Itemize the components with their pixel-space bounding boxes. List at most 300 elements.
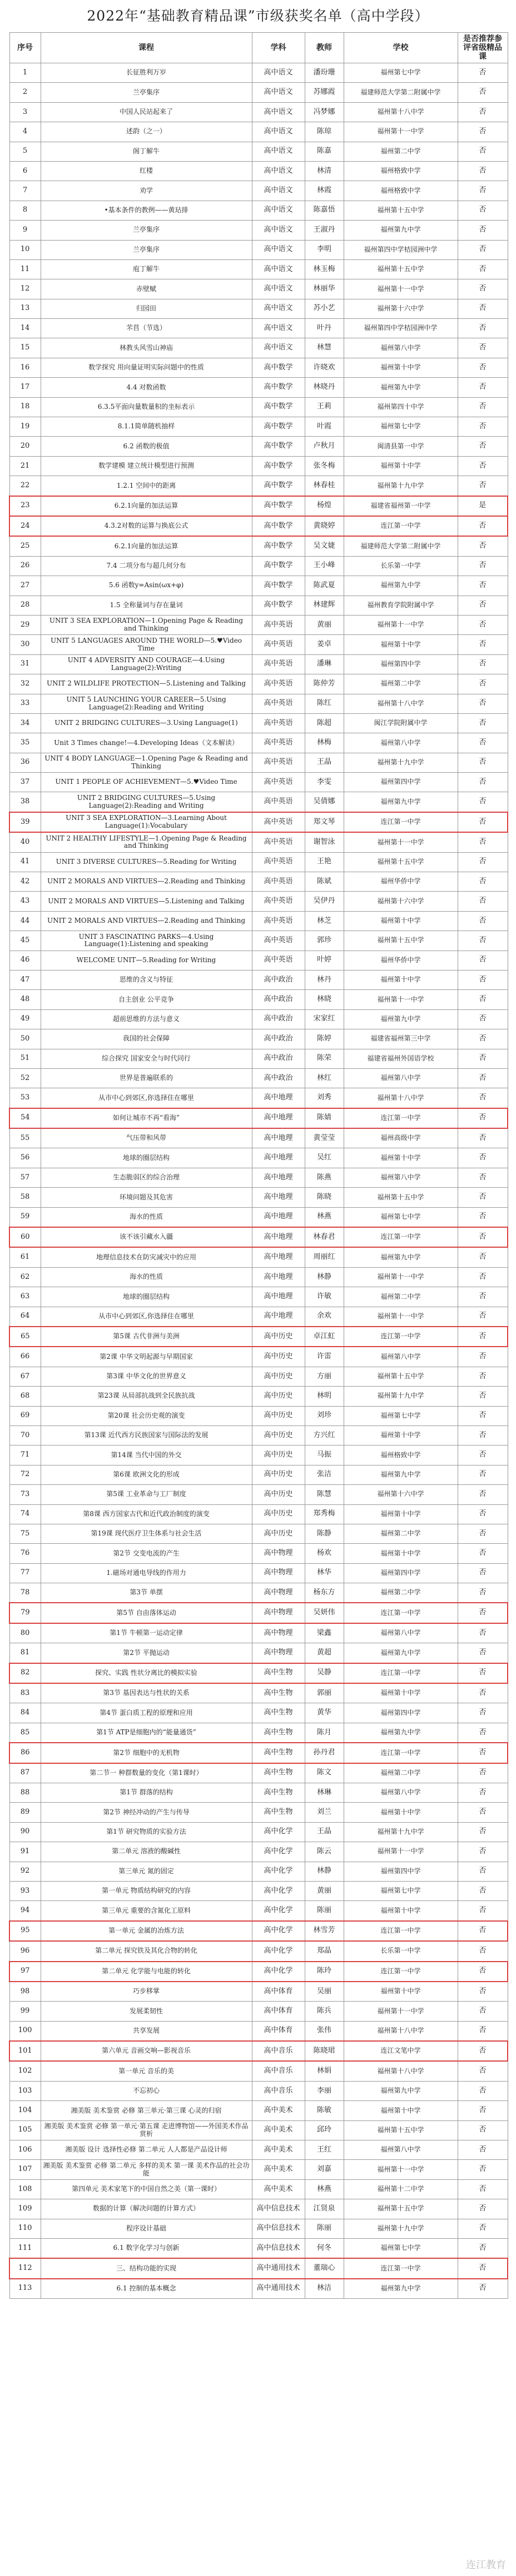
cell-index: 105 — [9, 2120, 41, 2140]
table-row — [9, 1406, 508, 1425]
cell-course: 第23课 从局部抗战到全民族抗战 — [41, 1387, 252, 1406]
cell-teacher: 林玉梅 — [305, 259, 344, 279]
table-row — [9, 516, 508, 536]
cell-subject: 高中历史 — [252, 1327, 305, 1347]
cell-subject: 高中语文 — [252, 319, 305, 338]
cell-index: 36 — [9, 753, 41, 772]
cell-course: 6.2 函数的极值 — [41, 437, 252, 456]
cell-school: 福州第十一中学 — [344, 832, 458, 852]
cell-subject: 高中英语 — [252, 812, 305, 832]
cell-course: UNIT 1 PEOPLE OF ACHIEVEMENT—5.♥Video Time — [41, 773, 252, 792]
cell-course: 第14课 当代中国的外交 — [41, 1445, 252, 1465]
cell-subject: 高中历史 — [252, 1445, 305, 1465]
cell-recommended: 否 — [458, 1962, 508, 1982]
cell-subject: 高中地理 — [252, 1247, 305, 1267]
cell-teacher: 林丽华 — [305, 279, 344, 299]
cell-course: 数学探究 用向量证明实际问题中的性质 — [41, 358, 252, 377]
cell-teacher: 周丽红 — [305, 1247, 344, 1267]
table-row — [9, 1168, 508, 1187]
cell-index: 29 — [9, 615, 41, 634]
cell-teacher: 陈慧 — [305, 1485, 344, 1504]
cell-subject: 高中英语 — [252, 872, 305, 892]
table-row — [9, 2238, 508, 2258]
cell-subject: 高中地理 — [252, 1088, 305, 1108]
cell-teacher: 杨煌 — [305, 496, 344, 516]
table-row — [9, 1743, 508, 1763]
cell-index: 1 — [9, 63, 41, 83]
cell-teacher: 陈丽 — [305, 2219, 344, 2238]
table-row — [9, 2021, 508, 2041]
cell-recommended: 否 — [458, 1406, 508, 1425]
cell-teacher: 林霞 — [305, 181, 344, 201]
cell-subject: 高中信息技术 — [252, 2219, 305, 2238]
cell-course: 第6课 欧洲文化的形成 — [41, 1465, 252, 1484]
cell-index: 95 — [9, 1921, 41, 1941]
cell-school: 福州第七中学 — [344, 2238, 458, 2258]
cell-teacher: 林春君 — [305, 1227, 344, 1247]
cell-school: 福州第十一中学 — [344, 1267, 458, 1287]
cell-recommended: 否 — [458, 201, 508, 220]
cell-recommended: 否 — [458, 1068, 508, 1088]
cell-course: 兰亭集序 — [41, 221, 252, 240]
table-row — [9, 556, 508, 576]
cell-subject: 高中信息技术 — [252, 2199, 305, 2219]
cell-school: 连江第一中学 — [344, 1921, 458, 1941]
table-row — [9, 832, 508, 852]
table-header — [9, 33, 508, 63]
cell-course: UNIT 2 MORALS AND VIRTUES—5.Listening and Talking — [41, 892, 252, 911]
cell-school: 连江第一中学 — [344, 1743, 458, 1763]
cell-recommended: 否 — [458, 2140, 508, 2160]
cell-subject: 高中历史 — [252, 1504, 305, 1524]
cell-recommended: 否 — [458, 2002, 508, 2021]
cell-course: 第3节 基因表达与性状的关系 — [41, 1683, 252, 1703]
cell-index: 51 — [9, 1049, 41, 1068]
table-row — [9, 397, 508, 417]
cell-course: 发展柔韧性 — [41, 2002, 252, 2021]
cell-recommended: 否 — [458, 2279, 508, 2299]
cell-school: 福州第四中学桔园洲中学 — [344, 240, 458, 259]
cell-recommended: 否 — [458, 456, 508, 476]
cell-teacher: 方丽 — [305, 1367, 344, 1386]
cell-recommended: 否 — [458, 1524, 508, 1543]
cell-course: 6.3.5平面向量数量积的坐标表示 — [41, 397, 252, 417]
table-row — [9, 1267, 508, 1287]
table-row — [9, 1803, 508, 1822]
table-row — [9, 2002, 508, 2021]
cell-course: 地理信息技术在防灾减灾中的应用 — [41, 1247, 252, 1267]
cell-teacher: 郑文琴 — [305, 812, 344, 832]
cell-school: 福建省福州第一中学 — [344, 496, 458, 516]
cell-teacher: 张洁 — [305, 1465, 344, 1484]
cell-index: 78 — [9, 1583, 41, 1603]
table-row — [9, 1723, 508, 1743]
cell-school: 连江第一中学 — [344, 1962, 458, 1982]
cell-teacher: 林建辉 — [305, 596, 344, 615]
cell-teacher: 陈晓 — [305, 1188, 344, 1207]
cell-index: 26 — [9, 556, 41, 576]
table-row — [9, 1307, 508, 1327]
table-row — [9, 1227, 508, 1247]
cell-subject: 高中英语 — [252, 753, 305, 772]
cell-school: 福州第九中学 — [344, 1723, 458, 1743]
cell-index: 98 — [9, 1982, 41, 2002]
cell-recommended: 否 — [458, 2160, 508, 2179]
cell-index: 77 — [9, 1563, 41, 1583]
cell-teacher: 林芝 — [305, 911, 344, 931]
cell-school: 福州第十一中学 — [344, 1842, 458, 1862]
cell-index: 13 — [9, 299, 41, 318]
cell-course: UNIT 2 WILDLIFE PROTECTION—5.Listening and Talking — [41, 674, 252, 694]
cell-school: 福州第十九中学 — [344, 2219, 458, 2238]
cell-subject: 高中语文 — [252, 181, 305, 201]
cell-recommended: 否 — [458, 1049, 508, 1068]
cell-course: 第3课 中华文化的世界意义 — [41, 1367, 252, 1386]
cell-teacher: 许敏 — [305, 1287, 344, 1307]
cell-index: 101 — [9, 2041, 41, 2061]
cell-recommended: 否 — [458, 2061, 508, 2081]
cell-index: 31 — [9, 654, 41, 674]
cell-course: 该不该引藏水入疆 — [41, 1227, 252, 1247]
cell-subject: 高中语文 — [252, 240, 305, 259]
cell-course: 6.1 控制的基本概念 — [41, 2279, 252, 2299]
awards-table-container — [9, 32, 507, 2299]
table-row — [9, 1862, 508, 1881]
table-row — [9, 733, 508, 753]
cell-index: 85 — [9, 1723, 41, 1743]
cell-teacher: 黄晓婷 — [305, 516, 344, 536]
cell-index: 68 — [9, 1387, 41, 1406]
cell-course: 第1节 群落的结构 — [41, 1783, 252, 1802]
cell-school: 连江文笔中学 — [344, 2041, 458, 2061]
cell-school: 福州第二中学 — [344, 142, 458, 161]
table-row — [9, 1068, 508, 1088]
cell-recommended: 否 — [458, 635, 508, 654]
cell-recommended: 否 — [458, 397, 508, 417]
cell-school: 福建省福州第三中学 — [344, 1029, 458, 1049]
table-row — [9, 2160, 508, 2179]
cell-teacher: 林春桂 — [305, 476, 344, 496]
cell-teacher: 苏小艺 — [305, 299, 344, 318]
cell-course: 地球的圈层结构 — [41, 1287, 252, 1307]
cell-school: 福州第二中学 — [344, 1287, 458, 1307]
cell-subject: 高中物理 — [252, 1603, 305, 1623]
cell-course: UNIT 2 BRIDGING CULTURES—3.Using Language(1) — [41, 713, 252, 733]
cell-subject: 高中物理 — [252, 1544, 305, 1563]
table-row — [9, 1465, 508, 1484]
table-row — [9, 2279, 508, 2299]
cell-teacher: 黄丽 — [305, 1881, 344, 1900]
cell-recommended: 否 — [458, 63, 508, 83]
cell-recommended: 否 — [458, 1347, 508, 1367]
cell-subject: 高中英语 — [252, 931, 305, 951]
cell-index: 96 — [9, 1941, 41, 1961]
cell-school: 福州第十中学 — [344, 1148, 458, 1168]
cell-course: 不忘初心 — [41, 2081, 252, 2100]
cell-course: 第一单元 音乐的美 — [41, 2061, 252, 2081]
cell-teacher: 卢秋月 — [305, 437, 344, 456]
cell-index: 107 — [9, 2160, 41, 2179]
table-row — [9, 63, 508, 83]
cell-teacher: 陈婧 — [305, 1108, 344, 1128]
cell-index: 16 — [9, 358, 41, 377]
table-row — [9, 1504, 508, 1524]
cell-subject: 高中生物 — [252, 1803, 305, 1822]
cell-subject: 高中英语 — [252, 733, 305, 753]
cell-index: 75 — [9, 1524, 41, 1543]
cell-index: 49 — [9, 1009, 41, 1029]
cell-subject: 高中语文 — [252, 142, 305, 161]
cell-course: 述韵（之一） — [41, 122, 252, 142]
cell-index: 74 — [9, 1504, 41, 1524]
cell-school: 长乐第一中学 — [344, 1941, 458, 1961]
cell-school: 连江第一中学 — [344, 1603, 458, 1623]
cell-recommended: 否 — [458, 1009, 508, 1029]
cell-school: 福州第十九中学 — [344, 753, 458, 772]
cell-recommended: 否 — [458, 1583, 508, 1603]
cell-teacher: 陈月 — [305, 1723, 344, 1743]
cell-subject: 高中地理 — [252, 1188, 305, 1207]
cell-index: 24 — [9, 516, 41, 536]
cell-teacher: 黄莹莹 — [305, 1128, 344, 1148]
table-row — [9, 1663, 508, 1683]
cell-index: 80 — [9, 1623, 41, 1643]
cell-recommended: 否 — [458, 1941, 508, 1961]
table-row — [9, 1583, 508, 1603]
cell-teacher: 吴妍伟 — [305, 1603, 344, 1623]
cell-school: 连江第一中学 — [344, 1227, 458, 1247]
cell-index: 25 — [9, 536, 41, 556]
cell-recommended: 否 — [458, 1287, 508, 1307]
cell-recommended: 否 — [458, 1425, 508, 1445]
cell-course: 自主创业 公平竞争 — [41, 990, 252, 1009]
cell-recommended: 否 — [458, 2101, 508, 2120]
cell-recommended: 否 — [458, 1842, 508, 1862]
table-row — [9, 1108, 508, 1128]
cell-recommended: 否 — [458, 83, 508, 102]
cell-subject: 高中英语 — [252, 792, 305, 812]
cell-subject: 高中数学 — [252, 596, 305, 615]
cell-recommended: 否 — [458, 951, 508, 970]
cell-school: 福建省福州外国语学校 — [344, 1049, 458, 1068]
cell-index: 64 — [9, 1307, 41, 1327]
cell-school: 连江第一中学 — [344, 812, 458, 832]
cell-school: 福州第十一中学 — [344, 2160, 458, 2179]
cell-school: 福州第十九中学 — [344, 1822, 458, 1842]
cell-school: 福州第九中学 — [344, 1465, 458, 1484]
cell-course: 6.2.1向量的加法运算 — [41, 496, 252, 516]
cell-teacher: 黄超 — [305, 1643, 344, 1663]
cell-course: 第三单元 氮的固定 — [41, 1862, 252, 1881]
cell-course: 兰亭集序 — [41, 240, 252, 259]
cell-school: 福州第十中学 — [344, 970, 458, 989]
table-row — [9, 299, 508, 318]
table-row — [9, 181, 508, 201]
cell-school: 福州第二中学 — [344, 674, 458, 694]
table-row — [9, 102, 508, 122]
cell-index: 45 — [9, 931, 41, 951]
cell-subject: 高中体育 — [252, 1982, 305, 2002]
cell-school: 福州第十中学 — [344, 2101, 458, 2120]
cell-school: 福州第十五中学 — [344, 2199, 458, 2219]
cell-course: 从市中心到郊区,你选择住在哪里 — [41, 1307, 252, 1327]
cell-teacher: 林洁 — [305, 2279, 344, 2299]
cell-course: 第六单元 音画交响—影视音乐 — [41, 2041, 252, 2061]
cell-course: 第三单元 重要的含氮化工原料 — [41, 1901, 252, 1921]
cell-recommended: 否 — [458, 1227, 508, 1247]
cell-subject: 高中英语 — [252, 892, 305, 911]
cell-school: 福州第八中学 — [344, 1347, 458, 1367]
cell-recommended: 否 — [458, 221, 508, 240]
awards-table — [9, 32, 508, 2299]
table-row — [9, 2219, 508, 2238]
cell-teacher: 陈嘉 — [305, 142, 344, 161]
table-row — [9, 2081, 508, 2100]
table-row — [9, 1901, 508, 1921]
cell-subject: 高中数学 — [252, 358, 305, 377]
cell-course: 第13课 近代西方民族国家与国际法的发展 — [41, 1425, 252, 1445]
table-row — [9, 1009, 508, 1029]
table-row — [9, 1783, 508, 1802]
cell-index: 35 — [9, 733, 41, 753]
cell-course: 从市中心到郊区,你选择住在哪里 — [41, 1088, 252, 1108]
cell-recommended: 否 — [458, 516, 508, 536]
cell-recommended: 否 — [458, 122, 508, 142]
cell-index: 50 — [9, 1029, 41, 1049]
table-row — [9, 990, 508, 1009]
cell-recommended: 否 — [458, 279, 508, 299]
table-row — [9, 496, 508, 516]
cell-school: 福州格致中学 — [344, 1445, 458, 1465]
cell-subject: 高中信息技术 — [252, 2238, 305, 2258]
cell-index: 112 — [9, 2258, 41, 2278]
cell-course: 8.1.1简单随机抽样 — [41, 417, 252, 437]
page-title: 2022年“基础教育精品课”市级获奖名单（高中学段） — [87, 8, 429, 24]
cell-teacher: 郑晶 — [305, 1941, 344, 1961]
cell-recommended: 否 — [458, 1563, 508, 1583]
cell-school: 连江第一中学 — [344, 1663, 458, 1683]
cell-teacher: 陈晓珺 — [305, 2041, 344, 2061]
cell-course: 第20课 社会历史观的演变 — [41, 1406, 252, 1425]
cell-teacher: 卓江虹 — [305, 1327, 344, 1347]
cell-teacher: 刘珍 — [305, 1406, 344, 1425]
cell-index: 70 — [9, 1425, 41, 1445]
cell-teacher: 刘秀 — [305, 1088, 344, 1108]
cell-school: 福州第十中学 — [344, 1425, 458, 1445]
cell-teacher: 陈荣 — [305, 1049, 344, 1068]
cell-teacher: 陈静 — [305, 1524, 344, 1543]
cell-index: 62 — [9, 1267, 41, 1287]
cell-course: 1.磁场对通电导线的作用力 — [41, 1563, 252, 1583]
cell-course: 巧步移掌 — [41, 1982, 252, 2002]
cell-index: 44 — [9, 911, 41, 931]
cell-subject: 高中历史 — [252, 1485, 305, 1504]
cell-index: 106 — [9, 2140, 41, 2160]
cell-index: 100 — [9, 2021, 41, 2041]
cell-course: UNIT 2 MORALS AND VIRTUES—2.Reading and Thinking — [41, 872, 252, 892]
cell-index: 48 — [9, 990, 41, 1009]
cell-recommended: 否 — [458, 1643, 508, 1663]
cell-course: 湘美版 美术鉴赏 必修 第三单元·第三课 心灵的归宿 — [41, 2101, 252, 2120]
cell-teacher: 李雯 — [305, 773, 344, 792]
cell-subject: 高中英语 — [252, 832, 305, 852]
cell-recommended: 否 — [458, 1623, 508, 1643]
cell-school: 长乐第一中学 — [344, 556, 458, 576]
cell-course: 阁丁解牛 — [41, 142, 252, 161]
cell-school: 福州第十一中学 — [344, 279, 458, 299]
cell-school: 福州第九中学 — [344, 378, 458, 397]
cell-course: 庖丁解牛 — [41, 259, 252, 279]
cell-index: 38 — [9, 792, 41, 812]
cell-subject: 高中数学 — [252, 516, 305, 536]
cell-school: 福州第十八中学 — [344, 1088, 458, 1108]
cell-course: 第1节 ATP是细胞内的“能量通货” — [41, 1723, 252, 1743]
cell-course: 第5课 古代非洲与美洲 — [41, 1327, 252, 1347]
table-row — [9, 872, 508, 892]
cell-subject: 高中物理 — [252, 1643, 305, 1663]
cell-teacher: 林丹 — [305, 970, 344, 989]
table-row — [9, 596, 508, 615]
cell-subject: 高中历史 — [252, 1465, 305, 1484]
cell-subject: 高中生物 — [252, 1763, 305, 1783]
cell-subject: 高中物理 — [252, 1623, 305, 1643]
cell-subject: 高中体育 — [252, 2021, 305, 2041]
cell-school: 福州第七中学 — [344, 1881, 458, 1900]
cell-school: 福州格致中学 — [344, 181, 458, 201]
cell-index: 42 — [9, 872, 41, 892]
cell-teacher: 郭珍 — [305, 931, 344, 951]
cell-recommended: 否 — [458, 1901, 508, 1921]
cell-teacher: 王艳 — [305, 852, 344, 872]
cell-course: 共享发展 — [41, 2021, 252, 2041]
cell-school: 福州第十二中学 — [344, 2179, 458, 2199]
cell-school: 福州第九中学 — [344, 1009, 458, 1029]
cell-index: 37 — [9, 773, 41, 792]
cell-school: 福州第十中学 — [344, 1803, 458, 1822]
cell-course: UNIT 5 LAUNCHING YOUR CAREER—5.Using Language(2):Reading and Writing — [41, 694, 252, 713]
cell-subject: 高中地理 — [252, 1168, 305, 1187]
cell-subject: 高中英语 — [252, 911, 305, 931]
cell-index: 18 — [9, 397, 41, 417]
cell-recommended: 否 — [458, 1703, 508, 1723]
cell-index: 21 — [9, 456, 41, 476]
cell-school: 福州第八中学 — [344, 1783, 458, 1802]
table-row — [9, 1703, 508, 1723]
table-row — [9, 1287, 508, 1307]
cell-school: 福州第四中学 — [344, 654, 458, 674]
cell-subject: 高中化学 — [252, 1962, 305, 1982]
cell-subject: 高中数学 — [252, 437, 305, 456]
cell-school: 福建师范大学第二附属中学 — [344, 536, 458, 556]
cell-teacher: 陈超 — [305, 713, 344, 733]
cell-teacher: 黄华 — [305, 1703, 344, 1723]
table-row — [9, 2199, 508, 2219]
cell-index: 58 — [9, 1188, 41, 1207]
cell-recommended: 否 — [458, 240, 508, 259]
header-index: 序号 — [9, 33, 41, 63]
cell-index: 108 — [9, 2179, 41, 2199]
cell-teacher: 王红 — [305, 2140, 344, 2160]
cell-teacher: 邱玲 — [305, 2120, 344, 2140]
cell-course: 第2节 细胞中的无机物 — [41, 1743, 252, 1763]
cell-teacher: 宋家红 — [305, 1009, 344, 1029]
cell-school: 福州第十五中学 — [344, 931, 458, 951]
cell-subject: 高中数学 — [252, 496, 305, 516]
cell-recommended: 否 — [458, 2120, 508, 2140]
cell-index: 4 — [9, 122, 41, 142]
cell-recommended: 否 — [458, 1485, 508, 1504]
cell-course: 第二单元 探究铁及其化合物的转化 — [41, 1941, 252, 1961]
